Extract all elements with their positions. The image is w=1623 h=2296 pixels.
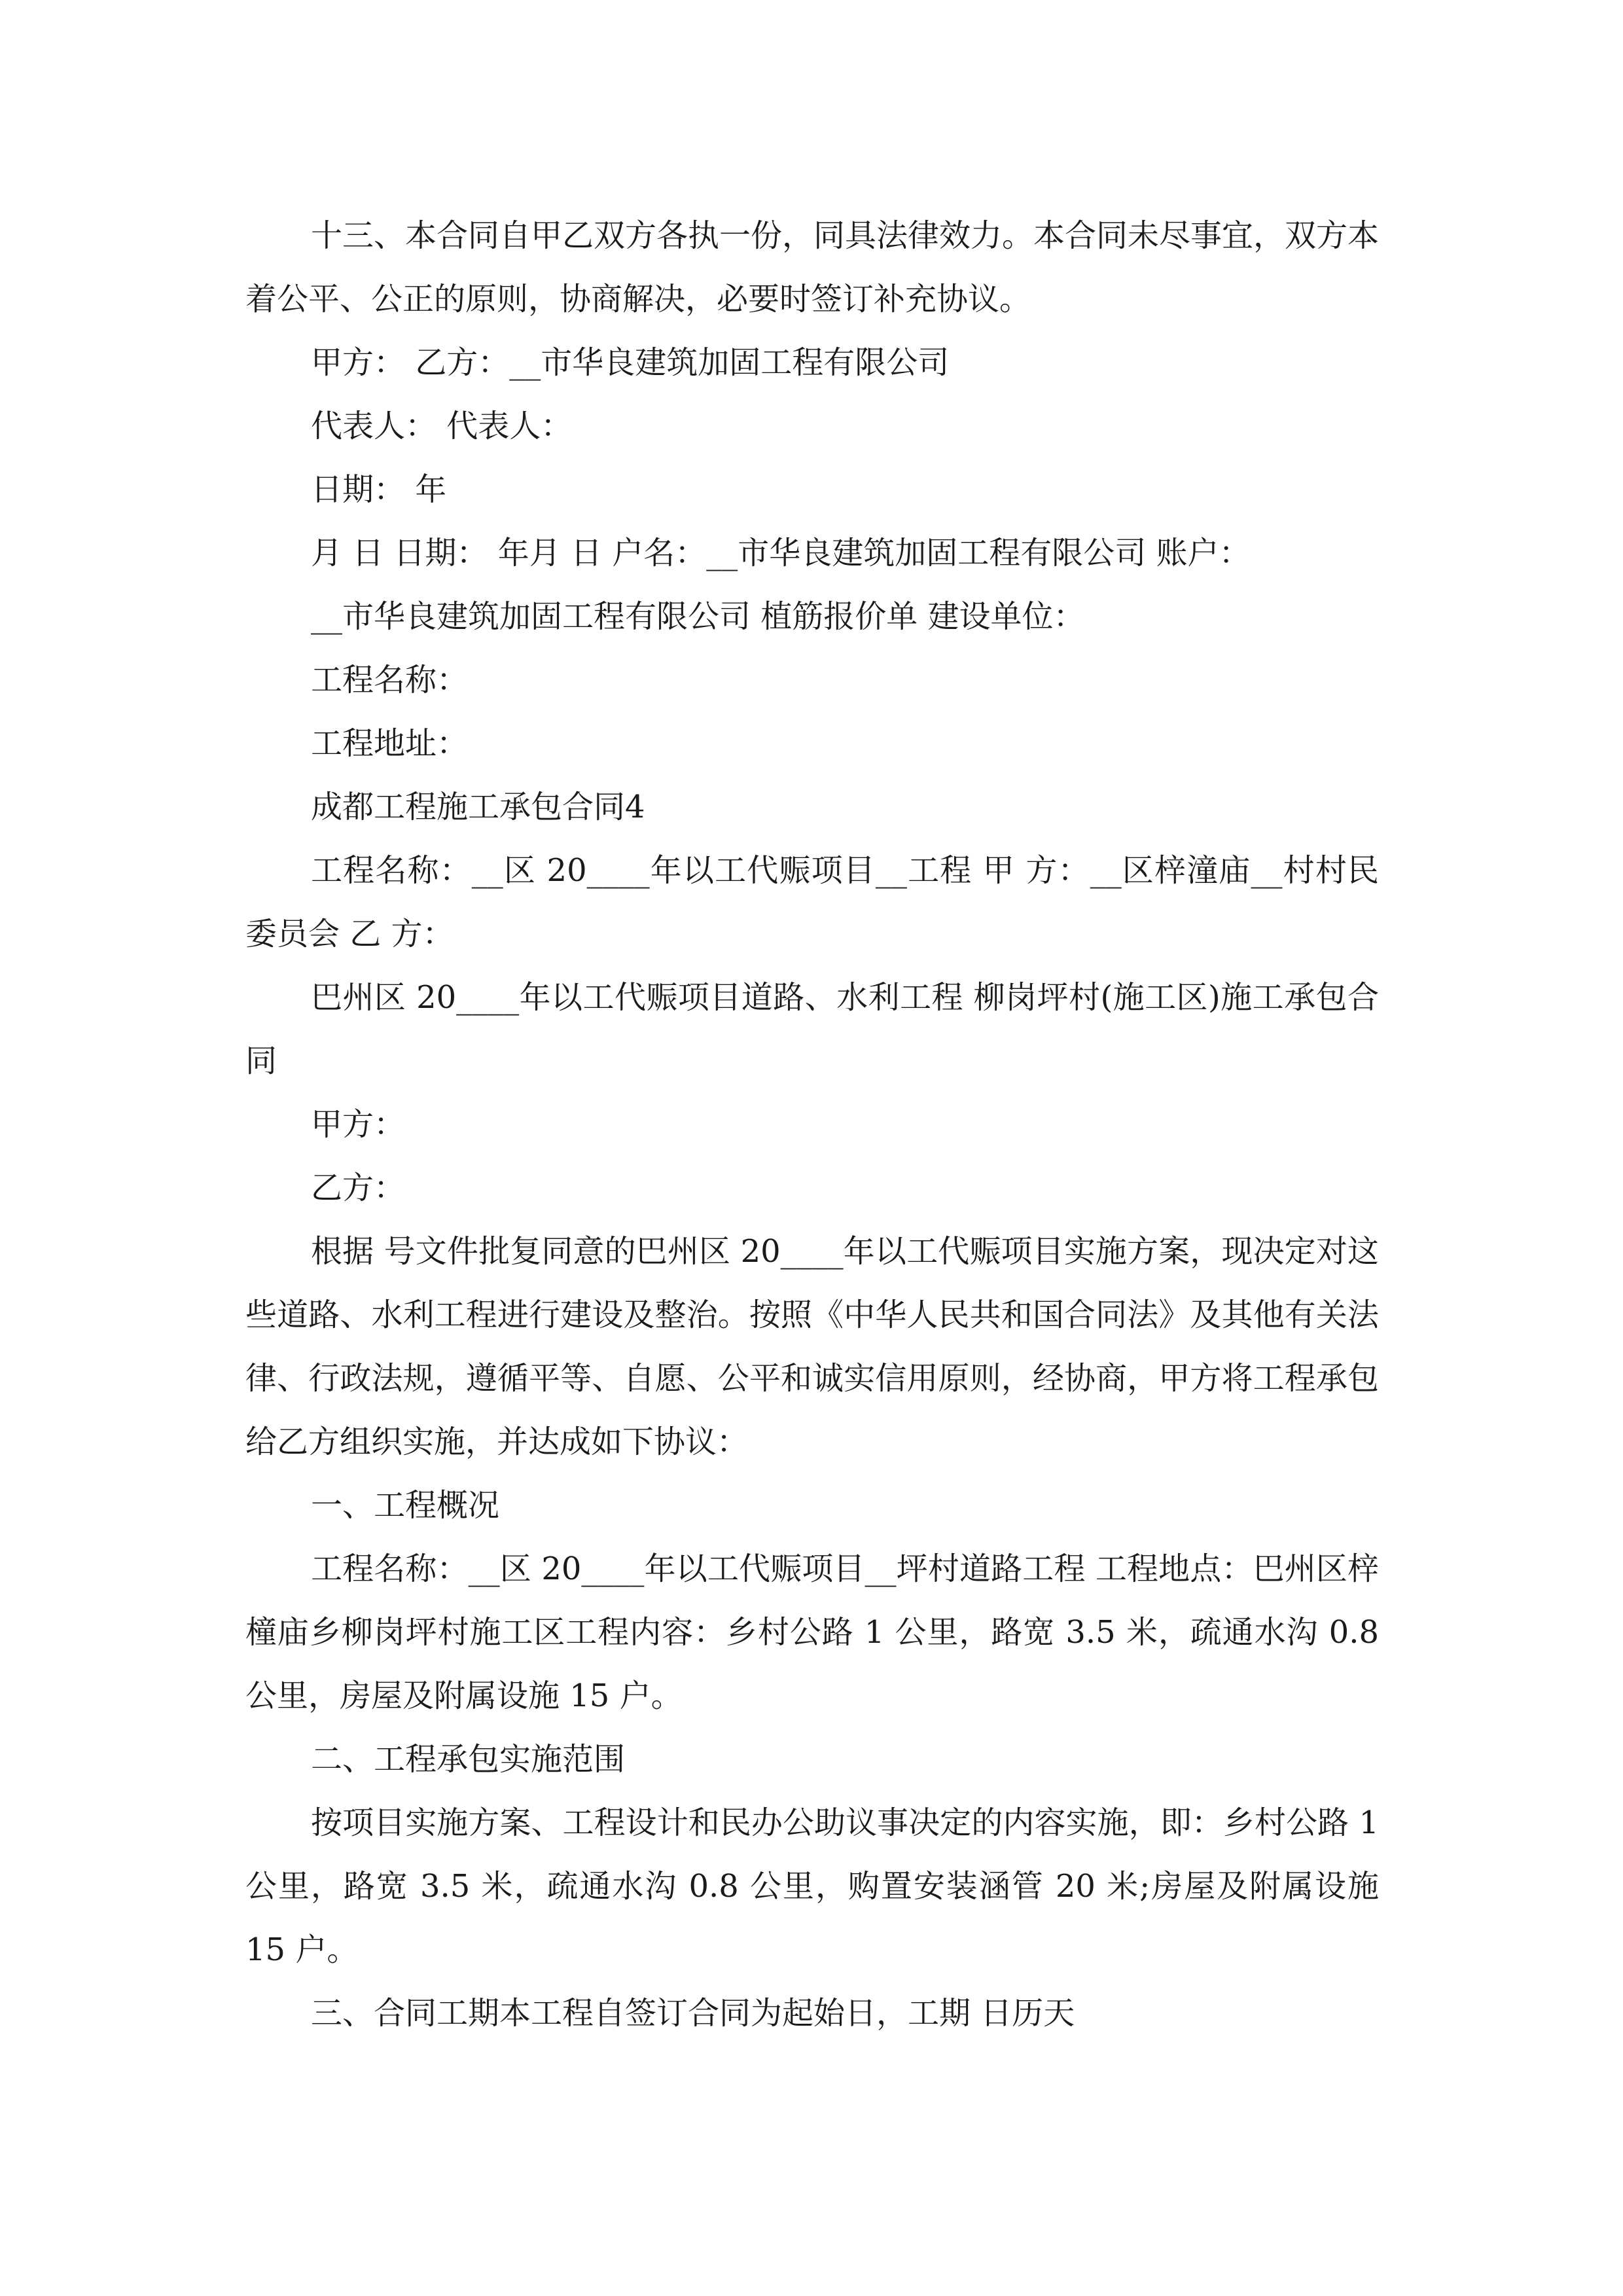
paragraph-quote-sheet: __市华良建筑加固工程有限公司 植筋报价单 建设单位： bbox=[311, 598, 1085, 635]
paragraph-project-parties: 工程名称：__区 20____年以工代赈项目__工程 甲 方：__区梓潼庙__村村民委员会 乙 方： bbox=[245, 852, 1379, 952]
paragraph-parties: 甲方： 乙方：__市华良建筑加固工程有限公司 bbox=[311, 344, 950, 381]
paragraph-party-b: 乙方： bbox=[311, 1170, 406, 1206]
paragraph-date: 日期： 年 bbox=[311, 471, 447, 508]
paragraph-representatives: 代表人： 代表人： bbox=[311, 408, 573, 444]
document-body bbox=[245, 204, 1379, 2045]
paragraph-overview: 工程名称：__区 20____年以工代赈项目__坪村道路工程 工程地点：巴州区梓橦庙乡柳岗坪村施工区工程内容：乡村公路 1 公里，路宽 3.5 米，疏通水沟 0.8 公里，房屋及附属设施 15 户。 bbox=[245, 1551, 1379, 1714]
section-heading-overview: 一、工程概况 bbox=[311, 1487, 500, 1524]
paragraph-preamble: 根据 号文件批复同意的巴州区 20____年以工代赈项目实施方案，现决定对这些道路、水利工程进行建设及整治。按照《中华人民共和国合同法》及其他有关法律、行政法规，遵循平等、自愿、公平和诚实信用原则，经协商，甲方将工程承包给乙方组织实施，并达成如下协议： bbox=[245, 1233, 1379, 1460]
paragraph-date-account: 月 日 日期： 年月 日 户名：__市华良建筑加固工程有限公司 账户： bbox=[311, 535, 1251, 571]
paragraph-project-address: 工程地址： bbox=[311, 725, 469, 762]
paragraph-contract-heading: 巴州区 20____年以工代赈项目道路、水利工程 柳岗坪村(施工区)施工承包合同 bbox=[245, 979, 1379, 1079]
section-heading-scope: 二、工程承包实施范围 bbox=[311, 1741, 626, 1778]
paragraph-scope: 按项目实施方案、工程设计和民办公助议事决定的内容实施，即：乡村公路 1 公里，路宽 3.5 米，疏通水沟 0.8 公里，购置安装涵管 20 米;房屋及附属设施 15 户。 bbox=[245, 1804, 1379, 1968]
paragraph-party-a: 甲方： bbox=[311, 1106, 406, 1143]
paragraph-clause-13: 十三、本合同自甲乙双方各执一份，同具法律效力。本合同未尽事宜，双方本着公平、公正的原则，协商解决，必要时签订补充协议。 bbox=[245, 217, 1380, 317]
paragraph-contract-title: 成都工程施工承包合同4 bbox=[311, 789, 645, 825]
paragraph-project-name: 工程名称： bbox=[311, 662, 469, 698]
paragraph-schedule: 三、合同工期本工程自签订合同为起始日，工期 日历天 bbox=[311, 1995, 1075, 2032]
